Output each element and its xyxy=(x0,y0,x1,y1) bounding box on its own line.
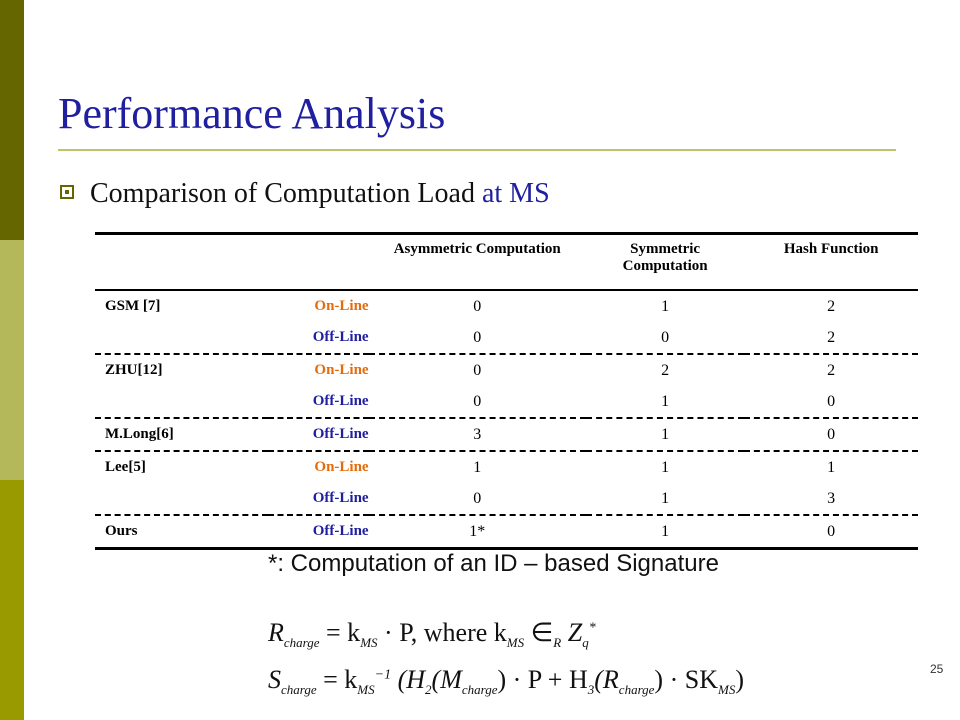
table-row xyxy=(95,354,918,386)
mode-cell: On-Line xyxy=(314,298,369,314)
bullet-comparison xyxy=(60,178,550,210)
computation-load-table xyxy=(95,232,918,550)
eq-s-k-superscript: −1 xyxy=(374,667,392,683)
side-bar-middle xyxy=(0,240,24,480)
scheme-cell: M.Long[6] xyxy=(95,418,268,451)
header-hash: Hash Function xyxy=(783,241,879,257)
hash-cell: 1 xyxy=(827,458,836,476)
eq-k-subscript: MS xyxy=(360,635,378,651)
eq-r-middle: · P, where k xyxy=(384,618,507,647)
eq-r-inner: (R xyxy=(594,665,619,694)
hash-cell: 0 xyxy=(744,386,918,418)
eq-z-subscript: q xyxy=(582,635,589,651)
eq-sk-subscript: MS xyxy=(717,682,736,698)
asym-cell: 0 xyxy=(473,361,482,379)
hash-cell: 0 xyxy=(744,515,918,549)
scheme-cell xyxy=(95,483,268,515)
eq-s-k-subscript: MS xyxy=(357,682,375,698)
scheme-cell: Ours xyxy=(95,515,268,549)
sym-cell: 1 xyxy=(586,418,744,451)
eq-close-paren: ) xyxy=(735,665,744,694)
mode-cell: On-Line xyxy=(314,459,369,475)
asym-cell: 0 xyxy=(369,483,586,515)
bullet-accent-text: at MS xyxy=(481,178,550,209)
eq-sk: ) · SK xyxy=(654,665,718,694)
eq-r-symbol: R xyxy=(268,618,284,647)
equation-r-charge xyxy=(268,618,596,651)
table-footnote: *: Computation of an ID – based Signature xyxy=(268,550,719,577)
mode-cell: Off-Line xyxy=(268,515,369,549)
table-row xyxy=(95,451,918,483)
hash-cell: 0 xyxy=(744,418,918,451)
eq-s-symbol: S xyxy=(268,665,281,694)
table-row xyxy=(95,322,918,354)
sym-cell: 1 xyxy=(586,483,744,515)
asym-cell: 0 xyxy=(369,322,586,354)
title-underline xyxy=(58,149,896,151)
sym-cell: 0 xyxy=(586,322,744,354)
mode-cell: Off-Line xyxy=(268,322,369,354)
table-row xyxy=(95,418,918,451)
eq-element-of: ∈ xyxy=(530,618,554,647)
eq-random-subscript: R xyxy=(553,635,562,651)
square-bullet-icon xyxy=(60,185,74,199)
eq-z-symbol: Z xyxy=(567,618,583,647)
header-symmetric: Symmetric Computation xyxy=(622,241,708,274)
sym-cell: 1 xyxy=(661,458,670,476)
mode-cell: On-Line xyxy=(314,362,369,378)
hash-cell: 2 xyxy=(827,297,836,315)
scheme-cell xyxy=(95,386,268,418)
eq-s-subscript: charge xyxy=(281,682,317,698)
asym-cell: 0 xyxy=(473,297,482,315)
eq-s-rhs: = k xyxy=(323,665,358,694)
eq-k2-subscript: MS xyxy=(506,635,525,651)
eq-m: (M xyxy=(431,665,462,694)
table-row xyxy=(95,290,918,322)
asym-cell: 3 xyxy=(369,418,586,451)
sym-cell: 1 xyxy=(661,297,670,315)
table-row xyxy=(95,386,918,418)
header-asymmetric: Asymmetric Computation xyxy=(393,241,561,257)
scheme-cell: GSM [7] xyxy=(105,298,161,314)
hash-cell: 2 xyxy=(827,361,836,379)
asym-cell: 1* xyxy=(369,515,586,549)
side-bar-bottom xyxy=(0,480,24,720)
mode-cell: Off-Line xyxy=(268,483,369,515)
asym-cell: 0 xyxy=(369,386,586,418)
sym-cell: 1 xyxy=(586,515,744,549)
scheme-cell: ZHU[12] xyxy=(105,362,163,378)
sym-cell: 1 xyxy=(586,386,744,418)
hash-cell: 3 xyxy=(744,483,918,515)
eq-r-rhs: = k xyxy=(326,618,361,647)
table-row xyxy=(95,483,918,515)
header-scheme xyxy=(95,234,268,291)
eq-r-subscript: charge xyxy=(283,635,320,651)
mode-cell: Off-Line xyxy=(268,386,369,418)
table-header-row xyxy=(95,234,918,291)
eq-z-superscript: * xyxy=(588,620,596,636)
eq-h2: (H xyxy=(397,665,426,694)
table-row xyxy=(95,515,918,549)
asym-cell: 1 xyxy=(473,458,482,476)
eq-h2-subscript: 2 xyxy=(425,682,432,698)
scheme-cell xyxy=(95,322,268,354)
side-bar-top xyxy=(0,0,24,240)
mode-cell: Off-Line xyxy=(268,418,369,451)
page-number: 25 xyxy=(930,662,944,676)
sym-cell: 2 xyxy=(661,361,670,379)
eq-h3-subscript: 3 xyxy=(587,682,595,698)
slide-title: Performance Analysis xyxy=(58,89,446,138)
hash-cell: 2 xyxy=(744,322,918,354)
eq-r-inner-subscript: charge xyxy=(618,682,655,698)
header-mode xyxy=(268,234,369,291)
bullet-text: Comparison of Computation Load xyxy=(90,178,475,209)
scheme-cell: Lee[5] xyxy=(105,459,146,475)
eq-m-close: ) · P + H xyxy=(497,665,588,694)
eq-m-subscript: charge xyxy=(461,682,498,698)
equation-s-charge xyxy=(268,665,744,698)
